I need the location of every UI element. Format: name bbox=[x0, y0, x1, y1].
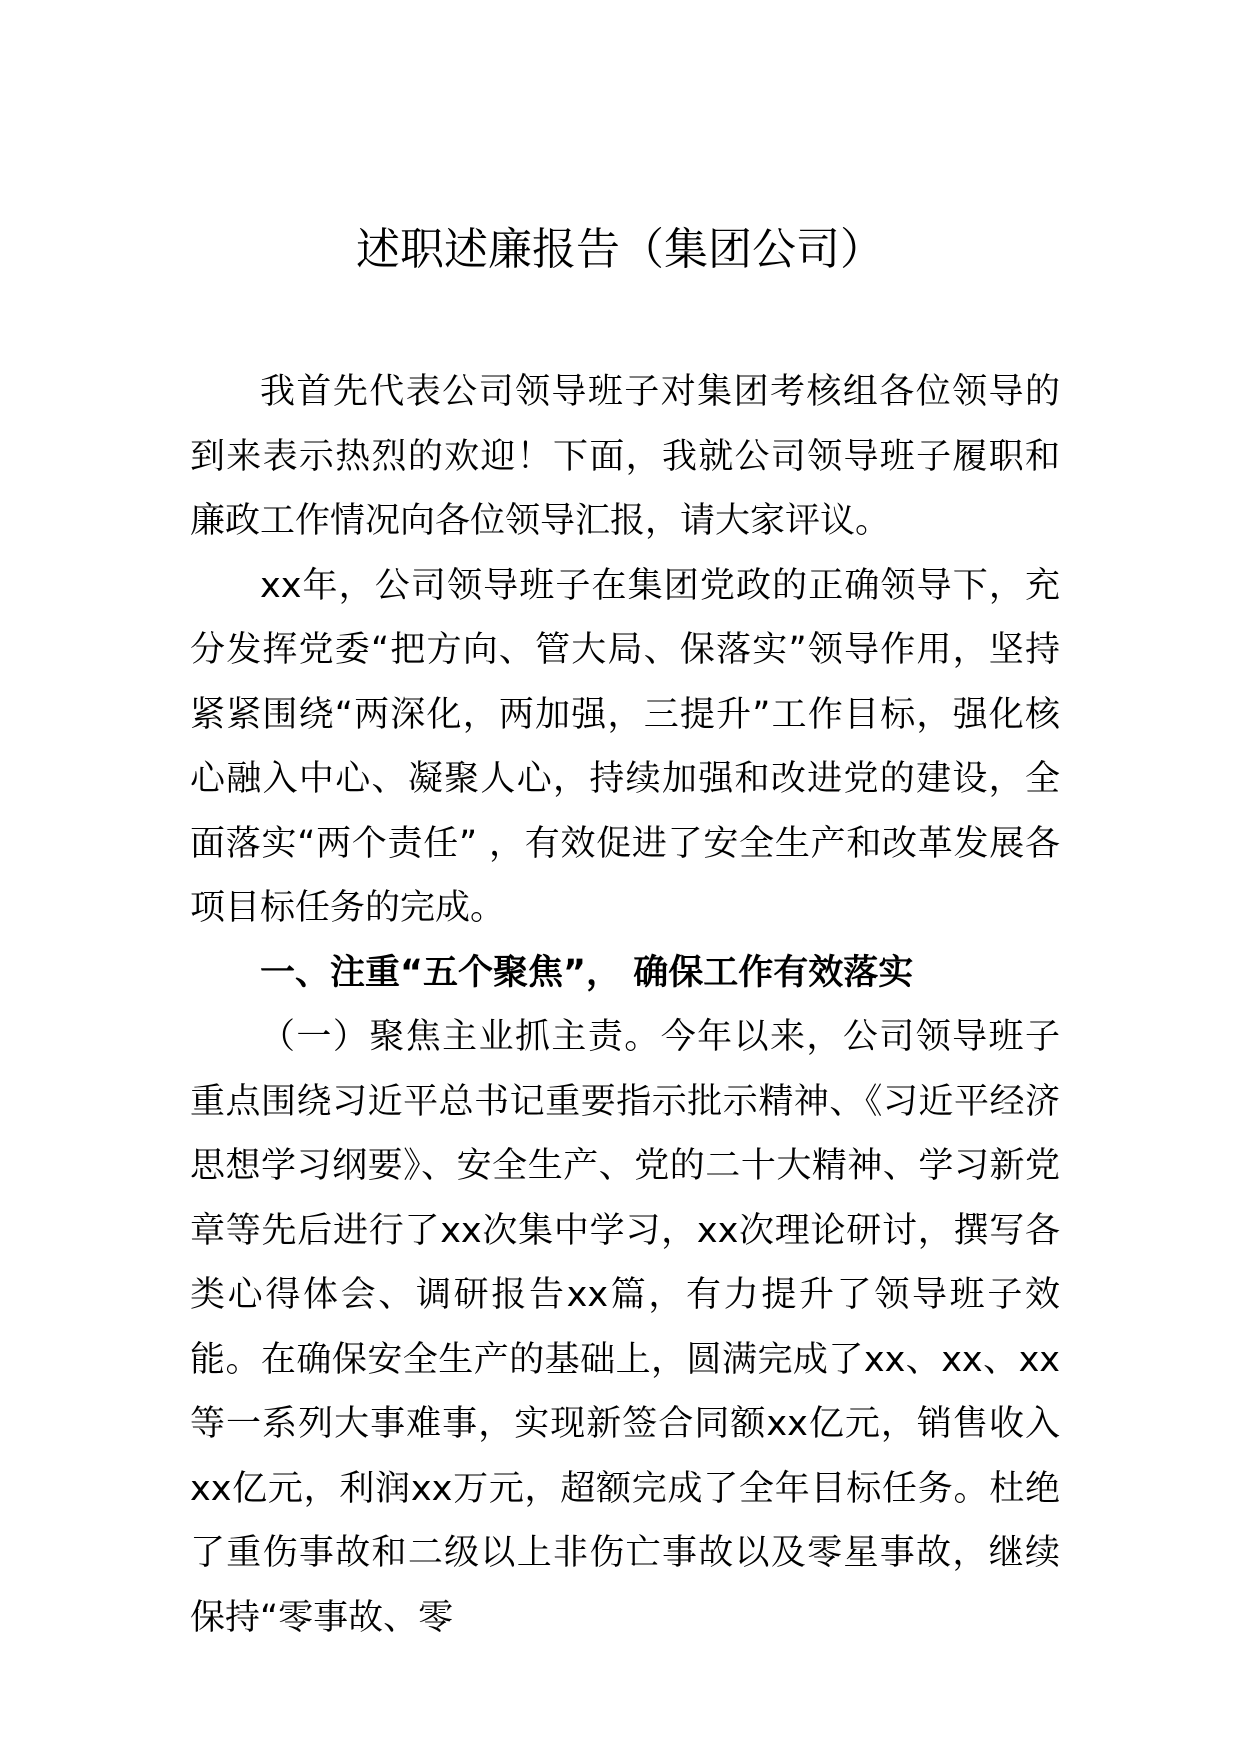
section-heading: 一、注重“五个聚焦”， 确保工作有效落实 bbox=[260, 952, 914, 993]
document-title: 述职述廉报告（集团公司） bbox=[356, 224, 884, 275]
summary-paragraph: xx年，公司领导班子在集团党政的正确领导下，充分发挥党委“把方向、管大局、保落实”领导作用，坚持紧紧围绕“两深化，两加强，三提升”工作目标，强化核心融入中心、凝聚人心，持续加强和改进党的建设，全面落实“两个责任” ，有效促进了安全生产和改革发展各项目标任务的完成。 bbox=[190, 565, 1060, 928]
document-body bbox=[190, 360, 1060, 1650]
intro-paragraph: 我首先代表公司领导班子对集团考核组各位领导的到来表示热烈的欢迎！下面，我就公司领导班子履职和廉政工作情况向各位领导汇报，请大家评议。 bbox=[190, 372, 1060, 541]
section-paragraph: （一）聚焦主业抓主责。今年以来，公司领导班子重点围绕习近平总书记重要指示批示精神、《习近平经济思想学习纲要》、安全生产、党的二十大精神、学习新党章等先后进行了xx次集中学习，xx次理论研讨，撰写各类心得体会、调研报告xx篇，有力提升了领导班子效能。在确保安全生产的基础上，圆满完成了xx、xx、xx等一系列大事难事，实现新签合同额xx亿元，销售收入xx亿元，利润xx万元，超额完成了全年目标任务。杜绝了重伤事故和二级以上非伤亡事故以及零星事故，继续保持“零事故、零 bbox=[190, 1017, 1060, 1638]
